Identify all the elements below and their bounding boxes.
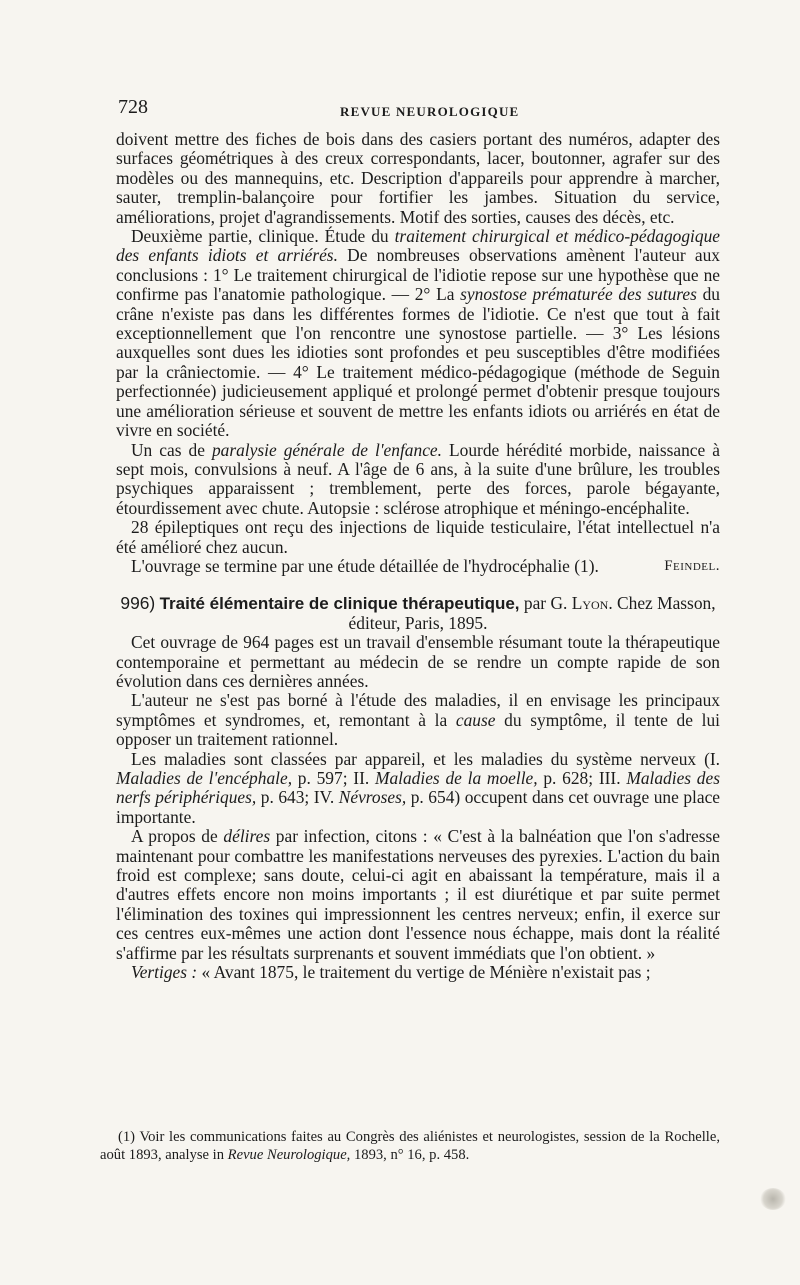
- footnote: [100, 1128, 720, 1164]
- text-run: du symptôme, il tente de lui opposer un traitement rationnel.: [116, 709, 720, 750]
- text-run: Un cas de: [131, 439, 212, 460]
- entry-heading: [116, 594, 720, 633]
- paragraph-delires: [116, 827, 720, 963]
- italic-run: Maladies des nerfs périphériques,: [116, 768, 720, 808]
- italic-run: délires: [223, 826, 271, 847]
- italic-run: Revue Neurologique,: [227, 1147, 351, 1163]
- text-run: p. 628; III.: [537, 768, 627, 788]
- running-title: REVUE NEUROLOGIQUE: [340, 104, 520, 119]
- paragraph-case: [116, 441, 720, 519]
- paragraph-clinical-part: [116, 227, 720, 440]
- italic-run: synostose prématurée des sutures: [460, 284, 697, 305]
- italic-run: Névroses,: [338, 787, 407, 808]
- italic-run: traitement chirurgical et médico-pédagogique des enfants idiots et arriérés.: [116, 226, 720, 266]
- italic-run: cause: [455, 709, 496, 730]
- text-run: (1) Voir les communications faites au Congrès des aliénistes et neurologistes, session de la Rochelle, août 1893, analyse in: [100, 1129, 720, 1163]
- paragraph-continuation: doivent mettre des fiches de bois dans des casiers portant des numéros, adapter des surfaces géométriques à des creux correspondants, lacer, boutonner, agrafer sur des modèles ou des mannequins, etc. Description d'appareils pour apprendre à marcher, sauter, tremplin-balançoire pour fortifier les jambes. Situation du service, améliorations, projet d'agrandissements. Motif des sorties, causes des décès, etc.: [116, 129, 720, 227]
- text-run: par infection, citons : « C'est à la balnéation que l'on s'adresse maintenant pour combattre les manifestations nerveuses des pyrexies. L'action du bain froid est complexe; sans doute, celui-ci agit en abaissant la température, mais il a d'autres effets encore non moins importants ; il est diurétique et par suite permet l'élimination des toxines qui impressionnent les centres nerveux; enfin, il exerce sur ces centres eux-mêmes une action dont l'essence nous échappe, mais dont la réalité s'affirme par les résultats surprenants et souvent immédiats que l'on obtient. »: [116, 826, 720, 963]
- text-run: p. 597; II.: [292, 768, 375, 788]
- text-run: « Avant 1875, le traitement du vertige de Ménière n'existait pas ;: [197, 962, 651, 983]
- text-run: 1893, n° 16, p. 458.: [350, 1147, 470, 1163]
- text-run: A propos de: [131, 826, 224, 847]
- italic-run: Maladies de l'encéphale,: [116, 768, 293, 788]
- paragraph-vertiges: [116, 963, 720, 982]
- text-run: p. 654) occupent dans cet ouvrage une place importante.: [116, 787, 721, 827]
- text-run: L'auteur ne s'est pas borné à l'étude des maladies, il en envisage les principaux symptômes et syndromes, et, remontant à la: [116, 690, 720, 730]
- text-run: De nombreuses observations amènent l'auteur aux conclusions : 1° Le traitement chirurgical de l'idiotie repose sur une hypothèse que ne confirme pas l'anatomie pathologique. — 2° La: [116, 245, 720, 305]
- text-run: Lourde hérédité morbide, naissance à sept mois, convulsions à neuf. A l'âge de 6 ans, à la suite d'une brûlure, les troubles psychiques apparaissent ; tremblement, perte des forces, parole bégayante, étourdissement avec chute. Autopsie : sclérose atrophique et méningo-encéphalite.: [116, 439, 720, 518]
- page-smudge: [760, 1188, 786, 1210]
- entry-number: 996): [120, 593, 156, 614]
- text-run: L'ouvrage se termine par une étude détaillée de l'hydrocéphalie (1).: [131, 555, 599, 576]
- text-run: p. 643; IV.: [256, 787, 339, 808]
- body-text: [116, 130, 720, 982]
- paragraph-epileptics: 28 épileptiques ont reçu des injections de liquide testiculaire, l'état intellectuel n'a été amélioré chez aucun.: [116, 517, 720, 557]
- paragraph-conclusion: [116, 557, 720, 576]
- author-signature: Feindel.: [664, 557, 720, 574]
- page-number: 728: [118, 96, 148, 118]
- italic-run: Maladies de la moelle,: [374, 768, 538, 788]
- text-run: Deuxième partie, clinique. Étude du: [131, 226, 395, 247]
- italic-run: paralysie générale de l'enfance.: [211, 439, 442, 460]
- entry-author: Lyon: [571, 593, 609, 614]
- italic-run: Vertiges :: [131, 962, 198, 983]
- text-run: Les maladies sont classées par appareil, et les maladies du système nerveux (I.: [131, 748, 720, 769]
- paragraph-classification: [116, 750, 720, 828]
- entry-title: Traité élémentaire de clinique thérapeutique,: [159, 594, 520, 614]
- paragraph-author-scope: [116, 691, 720, 749]
- paragraph-overview: Cet ouvrage de 964 pages est un travail d'ensemble résumant toute la thérapeutique contemporaine et permettant au médecin de se rendre un compte rapide de son évolution dans ces dernières années.: [116, 632, 720, 691]
- text-run: par G.: [519, 593, 572, 614]
- text-run: du crâne n'existe pas dans les différentes formes de l'idiotie. Ce n'est que tout à fait exceptionnellement que l'on rencontre une synostose partielle. — 3° Les lésions auxquelles sont dues les idioties sont profondes et peu susceptibles d'être modifiées par la crâniectomie. — 4° Le traitement médico-pédagogique (méthode de Seguin perfectionnée) judicieusement appliqué et prolongé permet d'obtenir presque toujours une amélioration sérieuse et souvent de mettre les enfants idiots ou arriérés en état de vivre en société.: [116, 284, 720, 441]
- entry-publisher: . Chez Masson, éditeur, Paris, 1895.: [348, 593, 716, 633]
- page-header: [118, 96, 718, 126]
